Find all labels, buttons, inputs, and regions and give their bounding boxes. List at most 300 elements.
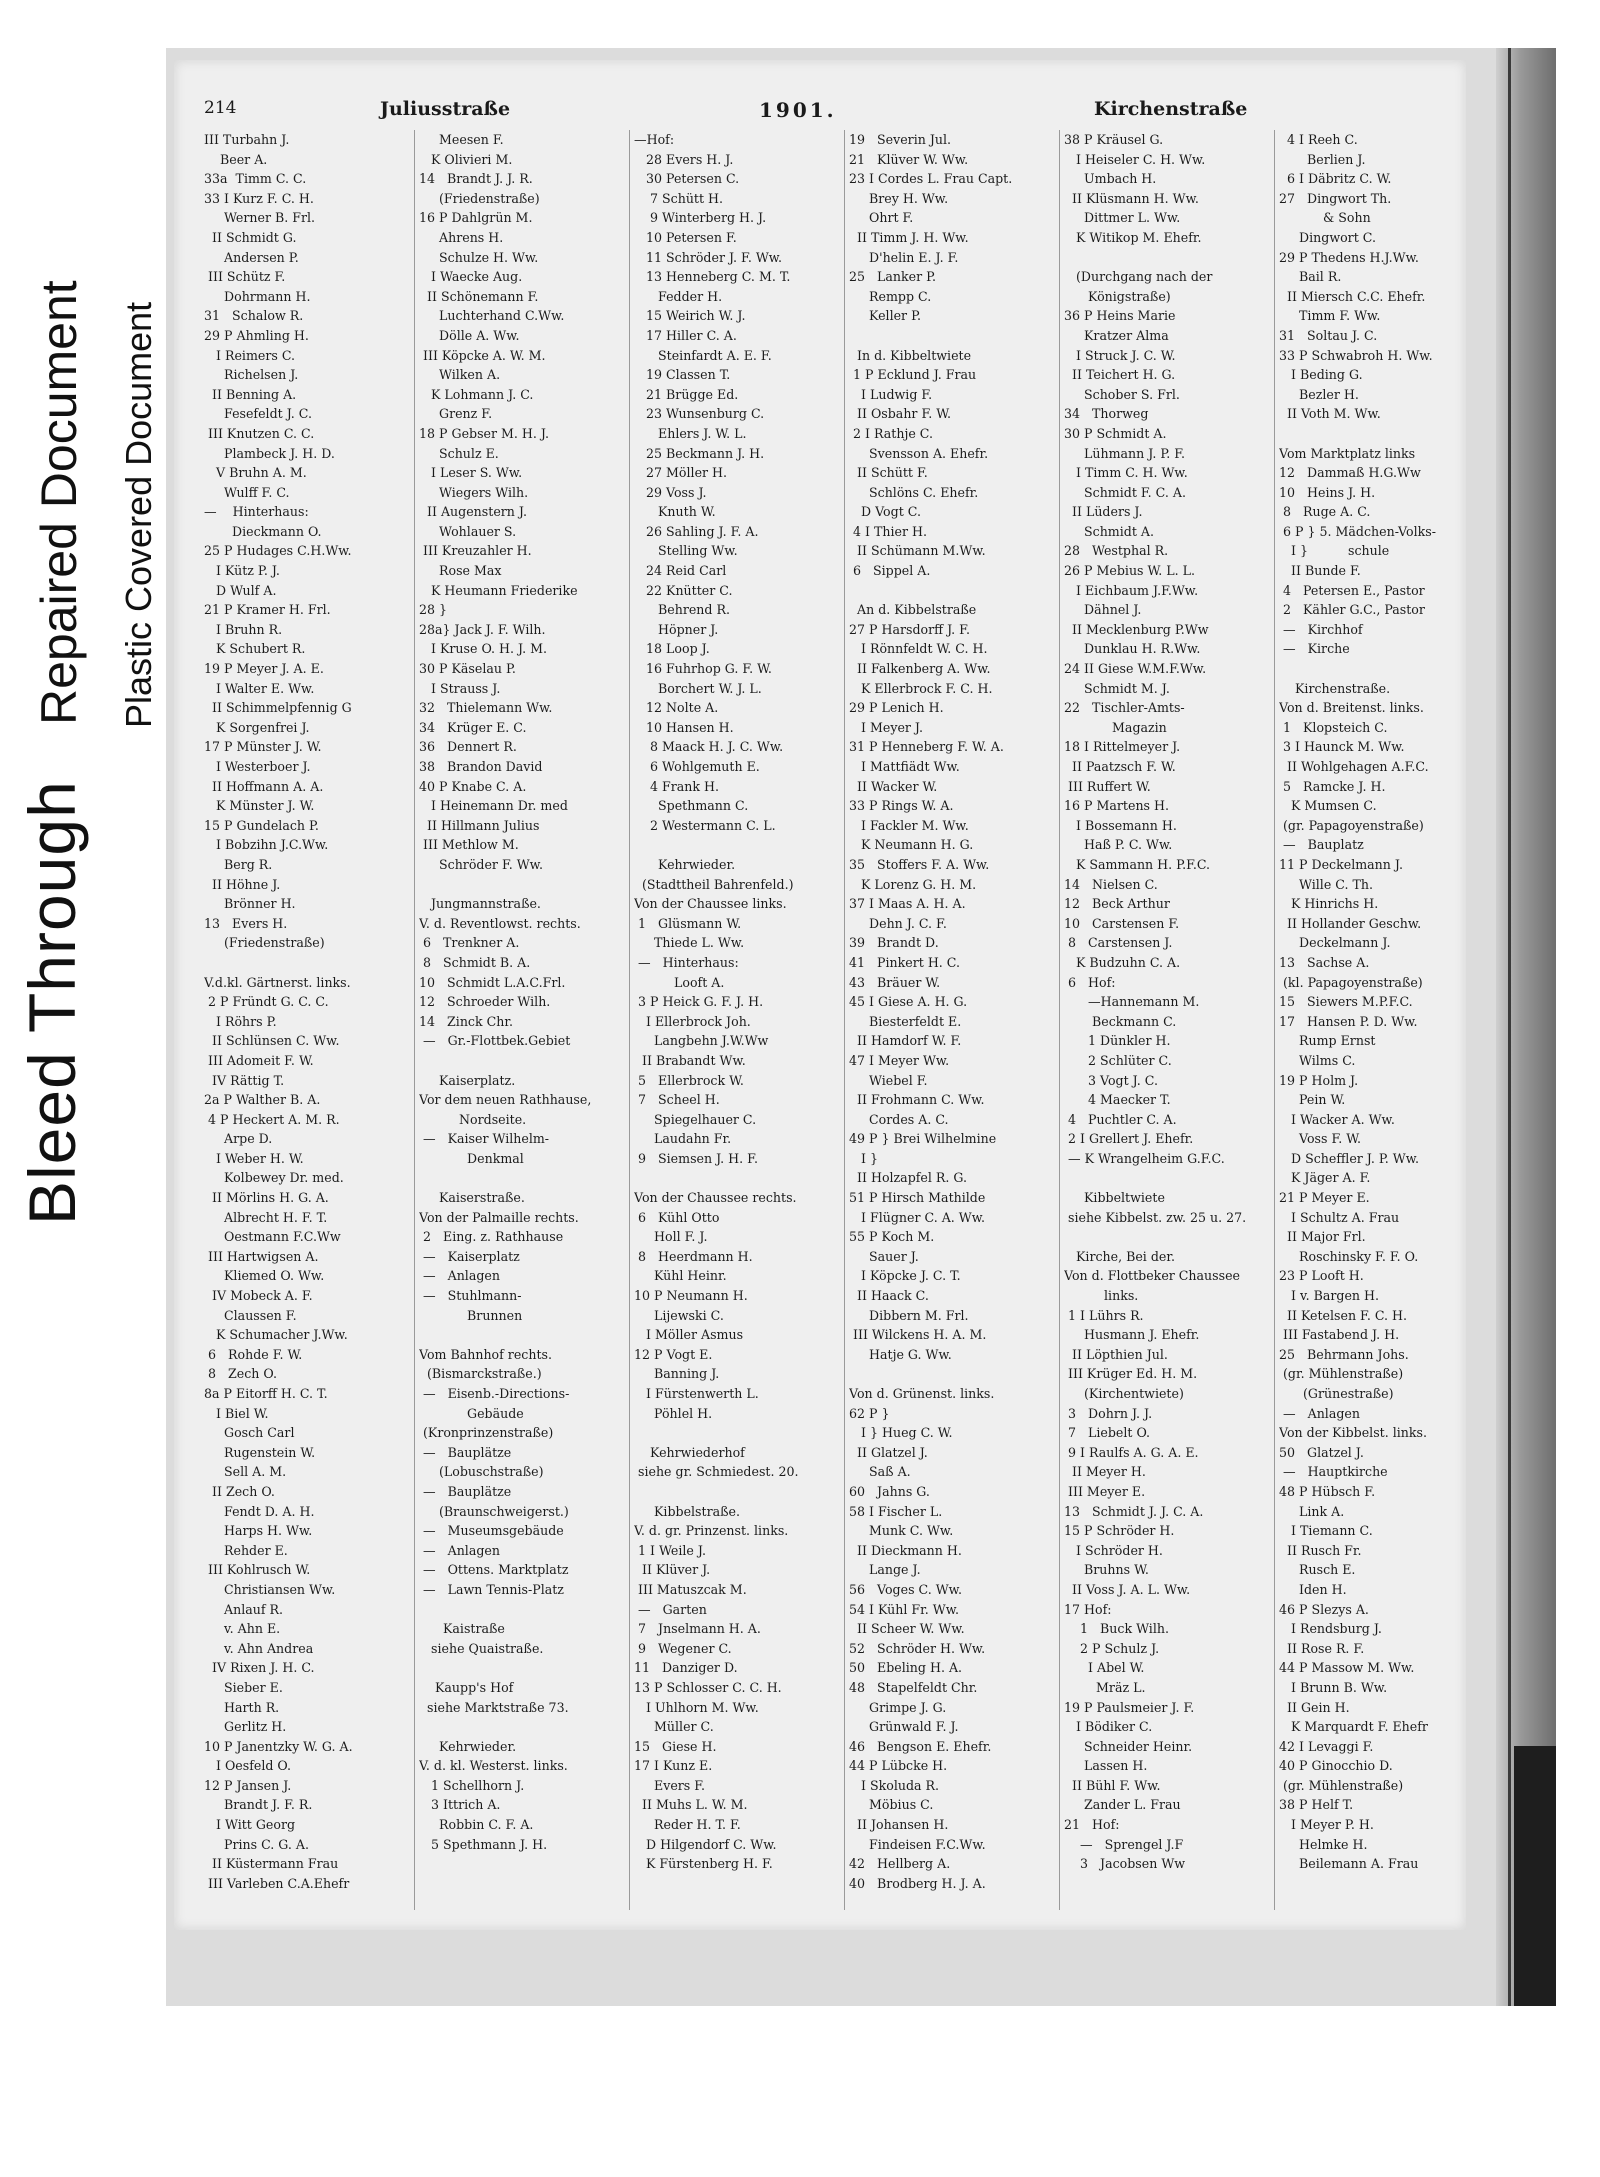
year-heading: 1901. xyxy=(759,98,837,122)
directory-line: 13 Schmidt J. J. C. A. xyxy=(1064,1503,1204,1519)
directory-line: Holl F. J. xyxy=(634,1229,708,1245)
directory-line: siehe Marktstraße 73. xyxy=(419,1699,569,1715)
directory-line: I Schröder H. xyxy=(1064,1542,1163,1558)
page-header xyxy=(192,98,1454,124)
directory-line: Brey H. Ww. xyxy=(849,190,949,206)
directory-line: I Rönnfeldt W. C. H. xyxy=(849,641,988,657)
directory-line: Schmidt A. xyxy=(1064,523,1155,539)
column-rule xyxy=(629,130,630,1910)
directory-line: 13 Sachse A. xyxy=(1279,954,1370,970)
directory-line: 6 Kühl Otto xyxy=(634,1209,720,1225)
directory-line: 21 Brügge Ed. xyxy=(634,386,739,402)
directory-line: II Dieckmann H. xyxy=(849,1542,962,1558)
directory-line: Von der Chaussee rechts. xyxy=(634,1190,797,1206)
directory-line: Knuth W. xyxy=(634,504,716,520)
directory-line: —Hannemann M. xyxy=(1064,994,1200,1010)
directory-line: I Skoluda R. xyxy=(849,1777,940,1793)
directory-line: Husmann J. Ehefr. xyxy=(1064,1327,1200,1343)
directory-line: I Uhlhorn M. Ww. xyxy=(634,1699,759,1715)
directory-line: Kaiserstraße. xyxy=(419,1190,525,1206)
directory-line: K Neumann H. G. xyxy=(849,837,974,853)
directory-line: (Bismarckstraße.) xyxy=(419,1366,542,1382)
directory-line: Harth R. xyxy=(204,1699,280,1715)
directory-line: 19 Classen T. xyxy=(634,367,731,383)
directory-line: Gosch Carl xyxy=(204,1425,295,1441)
directory-line: Munk C. Ww. xyxy=(849,1523,954,1539)
directory-line: I Waecke Aug. xyxy=(419,269,523,285)
directory-line: Von d. Breitenst. links. xyxy=(1279,700,1424,716)
directory-line: 12 Dammaß H.G.Ww xyxy=(1279,465,1421,481)
directory-line: III Wilckens H. A. M. xyxy=(849,1327,987,1343)
directory-line: II Paatzsch F. W. xyxy=(1064,759,1176,774)
directory-line: Christiansen Ww. xyxy=(204,1581,336,1597)
directory-line: 4 Petersen E., Pastor xyxy=(1279,582,1425,598)
directory-line: I Westerboer J. xyxy=(204,759,311,774)
directory-line xyxy=(419,1600,624,1620)
directory-column-5 xyxy=(1064,130,1269,1874)
directory-line: 29 P Ahmling H. xyxy=(204,327,309,343)
directory-line: Von der Palmaille rechts. xyxy=(419,1209,579,1225)
label-repaired-document: Repaired Document xyxy=(31,280,87,725)
directory-line: 8 Carstensen J. xyxy=(1064,935,1173,951)
directory-line: K Budzuhn C. A. xyxy=(1064,954,1181,970)
directory-line: Anlauf R. xyxy=(204,1601,284,1617)
directory-line: K Mumsen C. xyxy=(1279,798,1377,814)
directory-line: IV Rixen J. H. C. xyxy=(204,1660,315,1676)
directory-line: III Matuszcak M. xyxy=(634,1581,747,1597)
directory-line: I Struck J. C. W. xyxy=(1064,347,1176,363)
directory-line: I Eichbaum J.F.Ww. xyxy=(1064,582,1199,598)
directory-line: (gr. Papagoyenstraße) xyxy=(1279,817,1424,833)
directory-line: Grenz F. xyxy=(419,406,493,422)
directory-line: 12 Beck Arthur xyxy=(1064,896,1170,912)
directory-line: — Bauplätze xyxy=(419,1483,512,1499)
directory-line: Deckelmann J. xyxy=(1279,935,1391,951)
directory-line: I Reimers C. xyxy=(204,347,296,363)
directory-line: — Ottens. Marktplatz xyxy=(419,1562,569,1578)
directory-line: Sell A. M. xyxy=(204,1464,287,1480)
directory-line: 58 I Fischer L. xyxy=(849,1503,943,1519)
directory-line: IV Mobeck A. F. xyxy=(204,1288,313,1304)
directory-line: III Varleben C.A.Ehefr xyxy=(204,1875,350,1891)
page-edge-shadow xyxy=(1514,1746,1556,2006)
directory-line: 25 Beckmann J. H. xyxy=(634,445,765,461)
directory-line: 46 Bengson E. Ehefr. xyxy=(849,1738,992,1754)
directory-line: I Kütz P. J. xyxy=(204,563,280,579)
directory-line: Dölle A. Ww. xyxy=(419,327,520,343)
directory-line: Saß A. xyxy=(849,1464,911,1480)
directory-line: 12 P Vogt E. xyxy=(634,1346,713,1362)
directory-line: II Schmidt G. xyxy=(204,229,297,245)
directory-line: 33 P Rings W. A. xyxy=(849,798,954,814)
directory-line: II Hoffmann A. A. xyxy=(204,778,324,794)
directory-line: II Johansen H. xyxy=(849,1817,949,1833)
directory-line: 48 Stapelfeldt Chr. xyxy=(849,1679,978,1695)
directory-line: Dibbern M. Frl. xyxy=(849,1307,969,1323)
directory-line: 36 Dennert R. xyxy=(419,739,517,755)
directory-line: (Stadttheil Bahrenfeld.) xyxy=(634,876,794,892)
directory-line: I v. Bargen H. xyxy=(1279,1288,1380,1304)
directory-line: II Schütt F. xyxy=(849,465,928,481)
directory-line: Lühmann J. P. F. xyxy=(1064,445,1186,461)
directory-line: 39 Brandt D. xyxy=(849,935,939,951)
directory-line: Arpe D. xyxy=(204,1131,273,1147)
directory-line: 11 Schröder J. F. Ww. xyxy=(634,249,783,265)
directory-line: Dingwort C. xyxy=(1279,229,1376,245)
directory-line: 50 Glatzel J. xyxy=(1279,1444,1364,1460)
directory-line: 38 P Kräusel G. xyxy=(1064,132,1164,147)
directory-line: Sieber E. xyxy=(204,1679,283,1695)
directory-column-2 xyxy=(419,130,624,1854)
directory-line: Reder H. T. F. xyxy=(634,1817,741,1833)
directory-line: II Mecklenburg P.Ww xyxy=(1064,621,1209,637)
directory-line: 8 Heerdmann H. xyxy=(634,1248,753,1264)
directory-line: V. d. kl. Westerst. links. xyxy=(419,1758,568,1774)
directory-line: An d. Kibbelstraße xyxy=(849,602,977,618)
directory-line: K Schumacher J.Ww. xyxy=(204,1327,348,1343)
directory-line: Dittmer L. Ww. xyxy=(1064,210,1181,226)
directory-line: Kaistraße xyxy=(419,1621,505,1637)
directory-line: Kaupp's Hof xyxy=(419,1679,514,1695)
directory-line xyxy=(419,1658,624,1678)
directory-line xyxy=(634,1482,834,1502)
directory-line: 23 P Looft H. xyxy=(1279,1268,1364,1284)
directory-line: Keller P. xyxy=(849,308,921,324)
directory-line: (Friedenstraße) xyxy=(204,935,325,951)
directory-line: II Scheer W. Ww. xyxy=(849,1621,965,1637)
directory-line xyxy=(634,1168,834,1188)
directory-line: 49 P } Brei Wilhelmine xyxy=(849,1131,997,1147)
directory-line: Bail R. xyxy=(1279,269,1342,285)
directory-line: 40 P Ginocchio D. xyxy=(1279,1758,1393,1774)
directory-line: II Hollander Geschw. xyxy=(1279,915,1422,931)
directory-line: 8 Maack H. J. C. Ww. xyxy=(634,739,784,755)
directory-line: Vom Marktplatz links xyxy=(1279,445,1416,461)
directory-line: Luchterhand C.Ww. xyxy=(419,308,565,324)
directory-line: 3 I Haunck M. Ww. xyxy=(1279,739,1405,755)
directory-line: Rugenstein W. xyxy=(204,1444,316,1460)
directory-line: 10 Schmidt L.A.C.Frl. xyxy=(419,974,566,990)
directory-line: Timm F. Ww. xyxy=(1279,308,1381,324)
directory-line: 19 P Meyer J. A. E. xyxy=(204,661,324,677)
directory-line: Haß P. C. Ww. xyxy=(1064,837,1173,853)
directory-line: (Braunschweigerst.) xyxy=(419,1503,569,1519)
directory-line: — Anlagen xyxy=(1279,1405,1360,1421)
column-rule xyxy=(414,130,415,1910)
directory-line: Schröder F. Ww. xyxy=(419,856,543,872)
directory-line xyxy=(849,581,1049,601)
directory-line: 15 P Schröder H. xyxy=(1064,1523,1175,1539)
directory-line: 5 Spethmann J. H. xyxy=(419,1836,548,1852)
directory-line: I Mattfiädt Ww. xyxy=(849,759,960,774)
directory-line: Kirche, Bei der. xyxy=(1064,1248,1175,1264)
directory-line: III Knutzen C. C. xyxy=(204,425,315,441)
directory-line: 18 I Rittelmeyer J. xyxy=(1064,739,1181,755)
directory-line: I Oesfeld O. xyxy=(204,1758,292,1774)
directory-line: I Abel W. xyxy=(1064,1660,1145,1676)
directory-line: 15 Siewers M.P.F.C. xyxy=(1279,994,1413,1010)
directory-line: Grimpe J. G. xyxy=(849,1699,947,1715)
directory-line: 18 Loop J. xyxy=(634,641,710,657)
directory-line: 33 I Kurz F. C. H. xyxy=(204,190,314,206)
directory-line: (Grünestraße) xyxy=(1279,1386,1394,1401)
directory-line: II Klüsmann H. Ww. xyxy=(1064,190,1199,206)
directory-line: 14 Nielsen C. xyxy=(1064,876,1158,892)
directory-line: II Ketelsen F. C. H. xyxy=(1279,1307,1408,1323)
directory-column-3 xyxy=(634,130,834,1874)
directory-line: III Kohlrusch W. xyxy=(204,1562,311,1578)
directory-line: 12 P Jansen J. xyxy=(204,1777,292,1793)
directory-line: II Küstermann Frau xyxy=(204,1856,339,1872)
directory-line: 30 P Schmidt A. xyxy=(1064,425,1167,441)
directory-line: 12 Nolte A. xyxy=(634,700,719,716)
directory-line: Wilms C. xyxy=(1279,1052,1356,1068)
directory-line: Höpner J. xyxy=(634,621,719,637)
directory-line: 23 I Cordes L. Frau Capt. xyxy=(849,171,1013,187)
page-number: 214 xyxy=(204,98,237,118)
directory-line: 2 Kähler G.C., Pastor xyxy=(1279,602,1425,618)
directory-line xyxy=(419,875,624,895)
directory-line: — Anlagen xyxy=(419,1542,500,1558)
directory-line: III Meyer E. xyxy=(1064,1483,1146,1499)
directory-line: III Methlow M. xyxy=(419,837,519,853)
directory-line: D Scheffler J. P. Ww. xyxy=(1279,1150,1420,1166)
directory-line: 2 P Schulz J. xyxy=(1064,1640,1160,1656)
directory-line: v. Ahn Andrea xyxy=(204,1640,314,1656)
directory-line: Dähnel J. xyxy=(1064,602,1142,618)
directory-line xyxy=(1279,659,1469,679)
directory-line: Spiegelhauer C. xyxy=(634,1111,757,1127)
directory-line: Denkmal xyxy=(419,1150,524,1166)
directory-line: Andersen P. xyxy=(204,249,299,265)
directory-line: — Lawn Tennis-Platz xyxy=(419,1581,564,1597)
directory-line: 47 I Meyer Ww. xyxy=(849,1052,950,1068)
directory-line: K Hinrichs H. xyxy=(1279,896,1379,912)
directory-line: Claussen F. xyxy=(204,1307,297,1323)
directory-line: II Falkenberg A. Ww. xyxy=(849,661,991,677)
directory-line: 7 Jnselmann H. A. xyxy=(634,1621,761,1637)
directory-line: 7 Schütt H. xyxy=(634,190,724,206)
directory-line: I Fackler M. Ww. xyxy=(849,817,969,833)
directory-line: 9 Wegener C. xyxy=(634,1640,732,1656)
directory-line: II Rose R. F. xyxy=(1279,1640,1365,1656)
directory-line: (Friedenstraße) xyxy=(419,190,540,206)
directory-line: Kliemed O. Ww. xyxy=(204,1268,325,1284)
directory-line: 11 P Deckelmann J. xyxy=(1279,856,1403,872)
directory-line: siehe gr. Schmiedest. 20. xyxy=(634,1464,799,1480)
directory-line: — Garten xyxy=(634,1601,707,1617)
directory-line: 8 Zech O. xyxy=(204,1366,277,1382)
directory-line: 6 I Däbritz C. W. xyxy=(1279,171,1392,187)
directory-line: K Heumann Friederike xyxy=(419,582,578,598)
scanned-page xyxy=(166,48,1556,2006)
directory-line: Kratzer Alma xyxy=(1064,327,1169,343)
directory-line: — Anlagen xyxy=(419,1268,500,1284)
directory-line: Hatje G. Ww. xyxy=(849,1346,952,1362)
directory-line: links. xyxy=(1064,1288,1139,1304)
directory-line: 42 I Levaggi F. xyxy=(1279,1738,1374,1754)
directory-line: — Museumsgebäude xyxy=(419,1523,564,1539)
directory-line: Kolbewey Dr. med. xyxy=(204,1170,344,1186)
directory-line: I Tiemann C. xyxy=(1279,1523,1373,1539)
directory-line: II Höhne J. xyxy=(204,876,281,892)
directory-line: I Ellerbrock Joh. xyxy=(634,1013,751,1029)
label-bleed-through: Bleed Through xyxy=(15,780,89,1225)
directory-line: I Leser S. Ww. xyxy=(419,465,523,481)
directory-line: (Kirchentwiete) xyxy=(1064,1386,1184,1401)
directory-line xyxy=(419,1051,624,1071)
directory-line: 36 P Heins Marie xyxy=(1064,308,1176,324)
directory-line: v. Ahn E. xyxy=(204,1621,281,1637)
directory-line: Von d. Grünenst. links. xyxy=(849,1386,995,1401)
directory-line: II Teichert H. G. xyxy=(1064,367,1176,383)
directory-line: Dunklau H. R.Ww. xyxy=(1064,641,1201,657)
directory-line: II Meyer H. xyxy=(1064,1464,1146,1480)
directory-line: Schlöns C. Ehefr. xyxy=(849,484,979,500)
directory-line: Rusch E. xyxy=(1279,1562,1356,1578)
directory-column-4 xyxy=(849,130,1049,1893)
directory-line: 17 P Münster J. W. xyxy=(204,739,322,755)
directory-line: Wohlauer S. xyxy=(419,523,517,539)
directory-line: K Schubert R. xyxy=(204,641,306,657)
directory-line: II Voth M. Ww. xyxy=(1279,406,1381,422)
directory-line: 19 P Holm J. xyxy=(1279,1072,1359,1088)
directory-line: Richelsen J. xyxy=(204,367,299,383)
directory-line: 2 I Rathje C. xyxy=(849,425,933,441)
directory-line: II Major Frl. xyxy=(1279,1229,1366,1245)
directory-line: 33a Timm C. C. xyxy=(204,171,307,187)
directory-line: Meesen F. xyxy=(419,132,504,147)
directory-column-6 xyxy=(1279,130,1469,1874)
directory-line: II Wacker W. xyxy=(849,778,938,794)
directory-line: Berg R. xyxy=(204,856,273,872)
directory-line: D Hilgendorf C. Ww. xyxy=(634,1836,777,1852)
directory-line: II Klüver J. xyxy=(634,1562,711,1578)
directory-line: Brönner H. xyxy=(204,896,296,912)
directory-line: 23 Wunsenburg C. xyxy=(634,406,765,422)
directory-line: Schneider Heinr. xyxy=(1064,1738,1193,1754)
directory-line: K Lohmann J. C. xyxy=(419,386,534,402)
directory-line: Thiede L. Ww. xyxy=(634,935,745,951)
directory-line: Lassen H. xyxy=(1064,1758,1148,1774)
directory-line: 14 Zinck Chr. xyxy=(419,1013,513,1029)
directory-line: II Timm J. H. Ww. xyxy=(849,229,969,245)
directory-line: 24 Reid Carl xyxy=(634,563,727,579)
directory-line: Cordes A. C. xyxy=(849,1111,949,1127)
directory-line: 38 P Helf T. xyxy=(1279,1797,1354,1813)
directory-line: 31 Soltau J. C. xyxy=(1279,327,1378,343)
directory-line: I Bödiker C. xyxy=(1064,1719,1153,1735)
directory-line: I Schultz A. Frau xyxy=(1279,1209,1400,1225)
directory-line: Spethmann C. xyxy=(634,798,749,814)
directory-line: 28 Westphal R. xyxy=(1064,543,1169,559)
directory-line: 3 P Heick G. F. J. H. xyxy=(634,994,764,1010)
directory-line: Vor dem neuen Rathhause, xyxy=(419,1092,592,1108)
directory-line: 27 Möller H. xyxy=(634,465,728,481)
directory-line: K Witikop M. Ehefr. xyxy=(1064,229,1202,245)
directory-line: Lange J. xyxy=(849,1562,921,1578)
directory-line: II Rusch Fr. xyxy=(1279,1542,1362,1558)
directory-line: 6 Rohde F. W. xyxy=(204,1346,303,1362)
directory-line: V. d. gr. Prinzenst. links. xyxy=(634,1523,789,1539)
directory-line: K Olivieri M. xyxy=(419,151,513,167)
directory-line: 27 Dingwort Th. xyxy=(1279,190,1392,206)
directory-line: Bruhns W. xyxy=(1064,1562,1149,1578)
directory-line: 45 I Giese A. H. G. xyxy=(849,994,968,1010)
directory-line: II Glatzel J. xyxy=(849,1444,928,1460)
directory-line: Bezler H. xyxy=(1279,386,1359,402)
directory-line: II Benning A. xyxy=(204,386,297,402)
directory-line: In d. Kibbeltwiete xyxy=(849,347,972,363)
directory-line: III Fastabend J. H. xyxy=(1279,1327,1400,1343)
directory-line: Dehn J. C. F. xyxy=(849,915,947,931)
directory-line: III Schütz F. xyxy=(204,269,286,285)
directory-line: 1 Dünkler H. xyxy=(1064,1033,1171,1049)
directory-line: 8a P Eitorff H. C. T. xyxy=(204,1386,328,1401)
directory-line: Werner B. Frl. xyxy=(204,210,316,226)
directory-line: Wiegers Wilh. xyxy=(419,484,529,500)
directory-line: Grünwald F. J. xyxy=(849,1719,959,1735)
directory-line: 7 Liebelt O. xyxy=(1064,1425,1151,1441)
directory-page xyxy=(174,60,1466,1930)
directory-line: — Kaiser Wilhelm- xyxy=(419,1131,550,1147)
directory-line: 19 P Paulsmeier J. F. xyxy=(1064,1699,1195,1715)
directory-line: (gr. Mühlenstraße) xyxy=(1279,1366,1404,1382)
directory-line: 62 P } xyxy=(849,1405,890,1421)
directory-line: 34 Thorweg xyxy=(1064,406,1149,422)
directory-line: Von der Kibbelst. links. xyxy=(1279,1425,1428,1441)
directory-line xyxy=(1064,248,1269,268)
directory-line: 25 P Hudages C.H.Ww. xyxy=(204,543,352,559)
directory-line: 17 Hof: xyxy=(1064,1601,1112,1617)
directory-line: II Brabandt Ww. xyxy=(634,1052,746,1068)
directory-line: 15 Giese H. xyxy=(634,1738,717,1754)
directory-line: Mräz L. xyxy=(1064,1679,1146,1695)
directory-line: Von d. Flottbeker Chaussee xyxy=(1064,1268,1240,1284)
directory-line: 4 P Heckert A. M. R. xyxy=(204,1111,340,1127)
directory-line: 22 Tischler-Amts- xyxy=(1064,700,1185,716)
directory-line: 26 P Mebius W. L. L. xyxy=(1064,563,1196,579)
directory-line: 17 Hansen P. D. Ww. xyxy=(1279,1013,1418,1029)
directory-line: Prins C. G. A. xyxy=(204,1836,310,1852)
directory-line: 2 Schlüter C. xyxy=(1064,1052,1172,1068)
label-plastic-covered: Plastic Covered Document xyxy=(118,301,159,728)
directory-line: Sauer J. xyxy=(849,1248,919,1264)
directory-line: II Wohlgehagen A.F.C. xyxy=(1279,759,1429,774)
directory-line: —Hof: xyxy=(634,132,675,147)
directory-line: II Bühl F. Ww. xyxy=(1064,1777,1161,1793)
directory-line: Rose Max xyxy=(419,563,502,579)
directory-line: Plambeck J. H. D. xyxy=(204,445,335,461)
directory-line: II Miersch C.C. Ehefr. xyxy=(1279,288,1426,304)
directory-line: 32 Thielemann Ww. xyxy=(419,700,553,716)
directory-line: 16 Fuhrhop G. F. W. xyxy=(634,661,772,677)
directory-line: 6 Wohlgemuth E. xyxy=(634,759,760,774)
directory-line: II Mörlins H. G. A. xyxy=(204,1190,329,1206)
annotation-labels xyxy=(0,0,170,1300)
directory-line: K Ellerbrock F. C. H. xyxy=(849,680,993,696)
directory-line: 17 I Kunz E. xyxy=(634,1758,713,1774)
directory-line: siehe Kibbelst. zw. 25 u. 27. xyxy=(1064,1209,1247,1225)
directory-line: 3 Vogt J. C. xyxy=(1064,1072,1158,1088)
directory-line: 11 Danziger D. xyxy=(634,1660,738,1676)
directory-line: 34 Krüger E. C. xyxy=(419,719,527,735)
directory-line: 52 Schröder H. Ww. xyxy=(849,1640,986,1656)
directory-line: Ahrens H. xyxy=(419,229,504,245)
directory-line: Rump Ernst xyxy=(1279,1033,1376,1049)
directory-line: 43 Bräuer W. xyxy=(849,974,941,990)
directory-line: Looft A. xyxy=(634,974,725,990)
